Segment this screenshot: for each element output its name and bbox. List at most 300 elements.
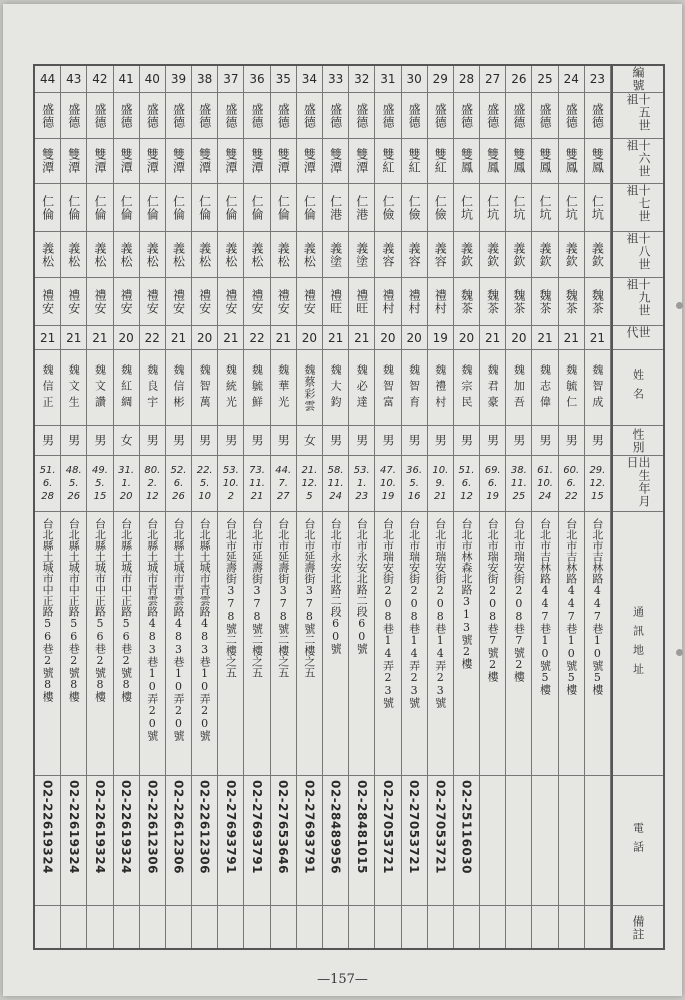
birth-date: [428, 456, 453, 512]
person-name: 魏智富: [381, 363, 395, 412]
header-cell: [613, 512, 663, 776]
birth-date-part: 9.: [435, 478, 446, 489]
birth-date-part: 2: [227, 491, 235, 502]
header-label: 世代: [625, 326, 651, 339]
ancestor-name: 仁倫: [119, 194, 134, 221]
ancestor-name: 義松: [276, 241, 291, 268]
birth-date-part: 21: [433, 491, 447, 502]
record-column: [192, 66, 218, 948]
ancestor-name: 禮旺: [328, 288, 343, 315]
ancestor-name: 禮村: [407, 288, 422, 315]
person-name: 魏信彬: [171, 363, 185, 412]
sex-value: 男: [223, 434, 238, 447]
birth-date-part: 15: [591, 491, 604, 502]
note-cell: [218, 906, 243, 950]
ancestor-name: 盛德: [40, 102, 55, 129]
birth-date-part: 1.: [356, 478, 367, 489]
generation-number: 21: [323, 326, 348, 350]
ancestor-name: 盛德: [485, 102, 500, 129]
sex-value: 男: [250, 434, 265, 447]
address-text: 台北市延壽街378號二樓之五: [250, 518, 264, 678]
address-text: 台北市永安北路二段60號: [355, 518, 369, 654]
record-column: [585, 66, 611, 948]
birth-date: [244, 456, 269, 512]
birth-date-part: 36.: [406, 465, 423, 476]
ancestor-name: 盛德: [223, 102, 238, 129]
birth-date-part: 6.: [461, 478, 472, 489]
address-text: 台北市延壽街378號二樓之五: [224, 518, 238, 678]
sex-value: 男: [590, 434, 605, 447]
ancestor-name: 仁倫: [223, 194, 238, 221]
address-text: 台北市林森北路313號2樓: [459, 518, 473, 669]
record-column: [35, 66, 61, 948]
record-number: 28: [454, 66, 479, 93]
record-number: 29: [428, 66, 453, 93]
birth-date-part: 5: [306, 491, 313, 502]
record-number: 25: [532, 66, 557, 93]
genealogy-table: [33, 64, 665, 950]
record-column: [61, 66, 87, 948]
address-text: 台北市瑞安街208巷14弄23號: [381, 518, 395, 708]
ancestor-name: 禮安: [197, 288, 212, 315]
address-text: 台北市瑞安街208巷14弄23號: [407, 518, 421, 708]
note-cell: [166, 906, 191, 950]
generation-number: 21: [35, 326, 60, 350]
person-name: 魏智育: [407, 363, 421, 412]
ancestor-name: 魏茶: [538, 288, 553, 315]
birth-date: [114, 456, 139, 512]
record-number: 44: [35, 66, 60, 93]
ancestor-name: 仁倫: [276, 194, 291, 221]
ancestor-name: 禮安: [250, 288, 265, 315]
person-name: 魏加吾: [512, 363, 526, 412]
birth-date-part: 15: [93, 491, 107, 502]
ancestor-name: 雙鳳: [564, 148, 579, 174]
address-text: 台北市延壽街378號二樓之五: [276, 518, 290, 678]
ancestor-name: 禮旺: [354, 288, 369, 315]
record-number: 27: [480, 66, 505, 93]
ancestor-name: 義欽: [485, 241, 500, 268]
ancestor-name: 義松: [66, 241, 81, 268]
generation-number: 21: [585, 326, 610, 350]
record-column: [271, 66, 297, 948]
record-column: [349, 66, 375, 948]
ancestor-name: 雙潭: [145, 148, 160, 174]
sex-value: 男: [92, 434, 107, 447]
birth-date-part: 53.: [353, 465, 370, 476]
ancestor-name: 盛德: [511, 102, 526, 129]
birth-date: [140, 456, 165, 512]
sex-value: 男: [380, 434, 395, 447]
ancestor-name: 禮安: [40, 288, 55, 315]
birth-date-part: 5.: [95, 478, 105, 489]
ancestor-name: 魏茶: [459, 288, 474, 315]
phone-number: 02-27693791: [250, 780, 265, 874]
ancestor-name: 盛德: [171, 102, 186, 129]
ancestor-name: 雙潭: [119, 148, 134, 174]
record-column: [480, 66, 506, 948]
ancestor-name: 義容: [407, 241, 422, 268]
ancestor-name: 魏茶: [511, 288, 526, 315]
sex-value: 男: [276, 434, 291, 447]
birth-date-part: 48.: [65, 465, 82, 476]
birth-date-part: 26: [67, 491, 81, 502]
record-column: [532, 66, 558, 948]
birth-date-part: 44.: [275, 465, 292, 476]
ancestor-name: 義松: [197, 241, 212, 268]
generation-number: 21: [559, 326, 584, 350]
note-cell: [454, 906, 479, 950]
ancestor-name: 禮安: [66, 288, 81, 315]
phone-number: 02-27053721: [380, 780, 395, 874]
ancestor-name: 盛德: [407, 102, 422, 129]
ancestor-name: 禮村: [433, 288, 448, 315]
ancestor-name: 盛德: [197, 102, 212, 129]
note-cell: [140, 906, 165, 950]
ancestor-name: 盛德: [538, 102, 553, 129]
birth-date-part: 60.: [563, 465, 580, 476]
birth-date: [454, 456, 479, 512]
birth-date-part: 12.: [301, 478, 318, 489]
record-column: [402, 66, 428, 948]
sex-value: 男: [145, 434, 160, 447]
note-cell: [532, 906, 557, 950]
record-number: 34: [297, 66, 322, 93]
birth-date-part: 38.: [510, 465, 527, 476]
birth-date-part: 5.: [199, 478, 210, 489]
generation-number: 20: [506, 326, 531, 350]
birth-date: [323, 456, 348, 512]
birth-date: [349, 456, 374, 512]
phone-number: 02-28489956: [328, 780, 343, 874]
person-name: 魏毓鮮: [250, 363, 264, 412]
birth-date: [61, 456, 86, 512]
ancestor-name: 義松: [145, 241, 160, 268]
ancestor-name: 雙潭: [171, 148, 186, 174]
birth-date-part: 11.: [510, 478, 527, 489]
note-cell: [192, 906, 217, 950]
person-name: 魏毓仁: [564, 363, 578, 412]
ancestor-name: 仁坑: [590, 194, 605, 221]
header-cell: [613, 184, 663, 232]
note-cell: [87, 906, 112, 950]
person-name: 魏良宇: [145, 363, 159, 412]
ancestor-name: 義松: [171, 241, 186, 268]
generation-number: 20: [297, 326, 322, 350]
birth-date: [192, 456, 217, 512]
note-cell: [375, 906, 400, 950]
phone-number: 02-22619324: [66, 780, 81, 874]
generation-number: 21: [87, 326, 112, 350]
birth-date-part: 26: [172, 491, 185, 502]
birth-date-part: 5.: [409, 478, 419, 489]
birth-date-part: 1.: [121, 478, 131, 489]
sex-value: 男: [564, 434, 579, 447]
generation-number: 21: [480, 326, 505, 350]
record-column: [297, 66, 323, 948]
record-number: 40: [140, 66, 165, 93]
note-cell: [559, 906, 584, 950]
ancestor-name: 仁倫: [171, 194, 186, 221]
ancestor-name: 仁港: [328, 194, 343, 221]
ancestor-name: 仁港: [354, 194, 369, 221]
phone-number: 02-27693791: [302, 780, 317, 874]
record-number: 43: [61, 66, 86, 93]
ancestor-name: 仁倫: [40, 194, 55, 221]
phone-number: 02-27693791: [223, 780, 238, 874]
birth-date: [271, 456, 296, 512]
ancestor-name: 盛德: [276, 102, 291, 129]
generation-number: 19: [428, 326, 453, 350]
ancestor-name: 禮安: [223, 288, 238, 315]
person-name: 魏信正: [41, 363, 55, 412]
ancestor-name: 禮安: [119, 288, 134, 315]
birth-date-part: 51.: [39, 465, 56, 476]
birth-date-part: 31.: [118, 465, 135, 476]
generation-number: 20: [114, 326, 139, 350]
ancestor-name: 盛德: [250, 102, 265, 129]
ancestor-name: 雙潭: [223, 148, 238, 174]
address-text: 台北縣土城市青雲路483巷10弄20號: [198, 518, 212, 741]
header-cell: [613, 776, 663, 906]
sex-value: 男: [40, 434, 55, 447]
note-cell: [35, 906, 60, 950]
generation-number: 21: [349, 326, 374, 350]
sex-value: 男: [354, 434, 369, 447]
birth-date-part: 22.: [196, 465, 213, 476]
phone-number: 02-22619324: [119, 780, 134, 874]
birth-date-part: 6.: [173, 478, 184, 489]
record-column: [114, 66, 140, 948]
ancestor-name: 雙鳳: [459, 148, 474, 174]
ancestor-name: 盛德: [590, 102, 605, 129]
sex-value: 女: [302, 434, 317, 447]
note-cell: [585, 906, 610, 950]
ancestor-name: 義塗: [328, 241, 343, 268]
birth-date: [585, 456, 610, 512]
phone-number: 02-27053721: [407, 780, 422, 874]
generation-number: 20: [454, 326, 479, 350]
birth-date-part: 24: [329, 491, 342, 502]
header-cell: [613, 426, 663, 456]
record-number: 35: [271, 66, 296, 93]
ancestor-name: 盛德: [328, 102, 343, 129]
address-text: 台北市吉林路447巷10號5樓: [564, 518, 578, 695]
header-label: 出生年月日: [625, 456, 651, 508]
birth-date: [375, 456, 400, 512]
birth-date-part: 52.: [170, 465, 187, 476]
ancestor-name: 雙鳳: [511, 148, 526, 174]
phone-number: 02-25116030: [459, 780, 474, 874]
sex-value: 男: [328, 434, 343, 447]
page-number: —157—: [317, 972, 368, 987]
ancestor-name: 仁倫: [145, 194, 160, 221]
ancestor-name: 仁儉: [380, 194, 395, 221]
birth-date-part: 80.: [144, 465, 161, 476]
header-label: 姓名: [631, 368, 645, 407]
record-column: [218, 66, 244, 948]
sex-value: 男: [197, 434, 212, 447]
address-text: 台北市瑞安街208巷7號2樓: [486, 518, 500, 682]
birth-date: [480, 456, 505, 512]
address-text: 台北市延壽街378號二樓之五: [302, 518, 316, 678]
ancestor-name: 義欽: [459, 241, 474, 268]
address-text: 台北市吉林路447巷10號5樓: [538, 518, 552, 695]
sex-value: 男: [511, 434, 526, 447]
birth-date: [402, 456, 427, 512]
birth-date: [532, 456, 557, 512]
header-cell: [613, 139, 663, 184]
birth-date-part: 11.: [327, 478, 344, 489]
ancestor-name: 雙潭: [66, 148, 81, 174]
ancestor-name: 盛德: [145, 102, 160, 129]
generation-number: 21: [218, 326, 243, 350]
ancestor-name: 義欽: [564, 241, 579, 268]
birth-date: [559, 456, 584, 512]
record-column: [323, 66, 349, 948]
birth-date-part: 12: [145, 491, 159, 502]
birth-date-part: 29.: [589, 465, 606, 476]
binding-hole: [676, 302, 683, 309]
header-cell: [613, 456, 663, 512]
person-name: 魏智萬: [198, 363, 212, 412]
sex-value: 男: [171, 434, 186, 447]
note-cell: [61, 906, 86, 950]
ancestor-name: 義欽: [511, 241, 526, 268]
header-column: [611, 66, 663, 948]
generation-number: 21: [271, 326, 296, 350]
generation-number: 21: [532, 326, 557, 350]
ancestor-name: 雙潭: [40, 148, 55, 174]
record-number: 33: [323, 66, 348, 93]
ancestor-name: 仁坑: [538, 194, 553, 221]
person-name: 魏文讚: [93, 363, 107, 412]
ancestor-name: 義松: [302, 241, 317, 268]
ancestor-name: 仁倫: [197, 194, 212, 221]
sex-value: 男: [433, 434, 448, 447]
generation-number: 22: [140, 326, 165, 350]
birth-date: [218, 456, 243, 512]
ancestor-name: 義欽: [590, 241, 605, 268]
ancestor-name: 雙潭: [276, 148, 291, 174]
person-name: 魏華光: [276, 363, 290, 412]
sex-value: 男: [538, 434, 553, 447]
note-cell: [480, 906, 505, 950]
ancestor-name: 禮安: [92, 288, 107, 315]
birth-date-part: 61.: [537, 465, 553, 476]
record-column: [428, 66, 454, 948]
birth-date-part: 6.: [487, 478, 498, 489]
birth-date-part: 16: [407, 491, 421, 502]
ancestor-name: 雙潭: [92, 148, 107, 174]
record-column: [454, 66, 480, 948]
header-label: 電話: [631, 821, 645, 860]
birth-date-part: 73.: [249, 465, 265, 476]
ancestor-name: 仁儉: [407, 194, 422, 221]
ancestor-name: 禮安: [302, 288, 317, 315]
ancestor-name: 盛德: [459, 102, 474, 129]
birth-date-part: 24: [538, 491, 552, 502]
birth-date-part: 12: [460, 491, 473, 502]
record-column: [166, 66, 192, 948]
binding-hole: [676, 649, 683, 656]
record-number: 24: [559, 66, 584, 93]
person-name: 魏禮村: [433, 363, 447, 412]
birth-date-part: 10.: [379, 478, 396, 489]
ancestor-name: 禮安: [145, 288, 160, 315]
ancestor-name: 義容: [433, 241, 448, 268]
record-number: 26: [506, 66, 531, 93]
header-label: 十六世祖: [625, 139, 651, 178]
ancestor-name: 仁坑: [564, 194, 579, 221]
ancestor-name: 雙潭: [354, 148, 369, 174]
header-label: 編號: [631, 66, 645, 92]
header-cell: [613, 232, 663, 278]
birth-date-part: 5.: [68, 478, 79, 489]
birth-date-part: 19: [486, 491, 500, 502]
birth-date-part: 19: [381, 491, 395, 502]
generation-number: 21: [166, 326, 191, 350]
phone-number: 02-27653646: [276, 780, 291, 874]
address-text: 台北縣土城市青雲路483巷10弄20號: [171, 518, 185, 741]
person-name: 魏宗民: [459, 363, 473, 412]
person-name: 魏大鈞: [329, 363, 343, 412]
address-text: 台北市永安北路二段60號: [329, 518, 343, 654]
record-number: 39: [166, 66, 191, 93]
document-page: [3, 4, 682, 996]
record-number: 30: [402, 66, 427, 93]
birth-date-part: 6.: [566, 478, 576, 489]
header-label: 十七世祖: [625, 184, 651, 223]
header-cell: [613, 66, 663, 93]
ancestor-name: 禮安: [171, 288, 186, 315]
record-column: [559, 66, 585, 948]
birth-date-part: 69.: [484, 465, 501, 476]
generation-number: 20: [192, 326, 217, 350]
header-cell: [613, 93, 663, 139]
record-column: [244, 66, 270, 948]
ancestor-name: 仁倫: [66, 194, 81, 221]
ancestor-name: 盛德: [92, 102, 107, 129]
header-cell: [613, 326, 663, 350]
ancestor-name: 魏茶: [590, 288, 605, 315]
birth-date: [506, 456, 531, 512]
note-cell: [271, 906, 296, 950]
record-number: 36: [244, 66, 269, 93]
ancestor-name: 盛德: [119, 102, 134, 129]
note-cell: [297, 906, 322, 950]
birth-date-part: 7.: [278, 478, 288, 489]
ancestor-name: 仁坑: [485, 194, 500, 221]
sex-value: 女: [119, 434, 134, 447]
ancestor-name: 魏茶: [564, 288, 579, 315]
record-number: 42: [87, 66, 112, 93]
birth-date-part: 6.: [42, 478, 53, 489]
birth-date: [35, 456, 60, 512]
header-label: 十八世祖: [625, 232, 651, 271]
birth-date-part: 51.: [458, 465, 475, 476]
phone-number: 02-28481015: [354, 780, 369, 874]
birth-date-part: 10.: [537, 478, 553, 489]
record-column: [506, 66, 532, 948]
birth-date-part: 23: [355, 491, 369, 502]
ancestor-name: 雙潭: [302, 148, 317, 174]
address-text: 台北縣土城市中正路56巷2號8樓: [119, 518, 133, 702]
ancestor-name: 義松: [250, 241, 265, 268]
person-name: 魏文生: [67, 363, 81, 412]
record-column: [87, 66, 113, 948]
ancestor-name: 義塗: [354, 241, 369, 268]
